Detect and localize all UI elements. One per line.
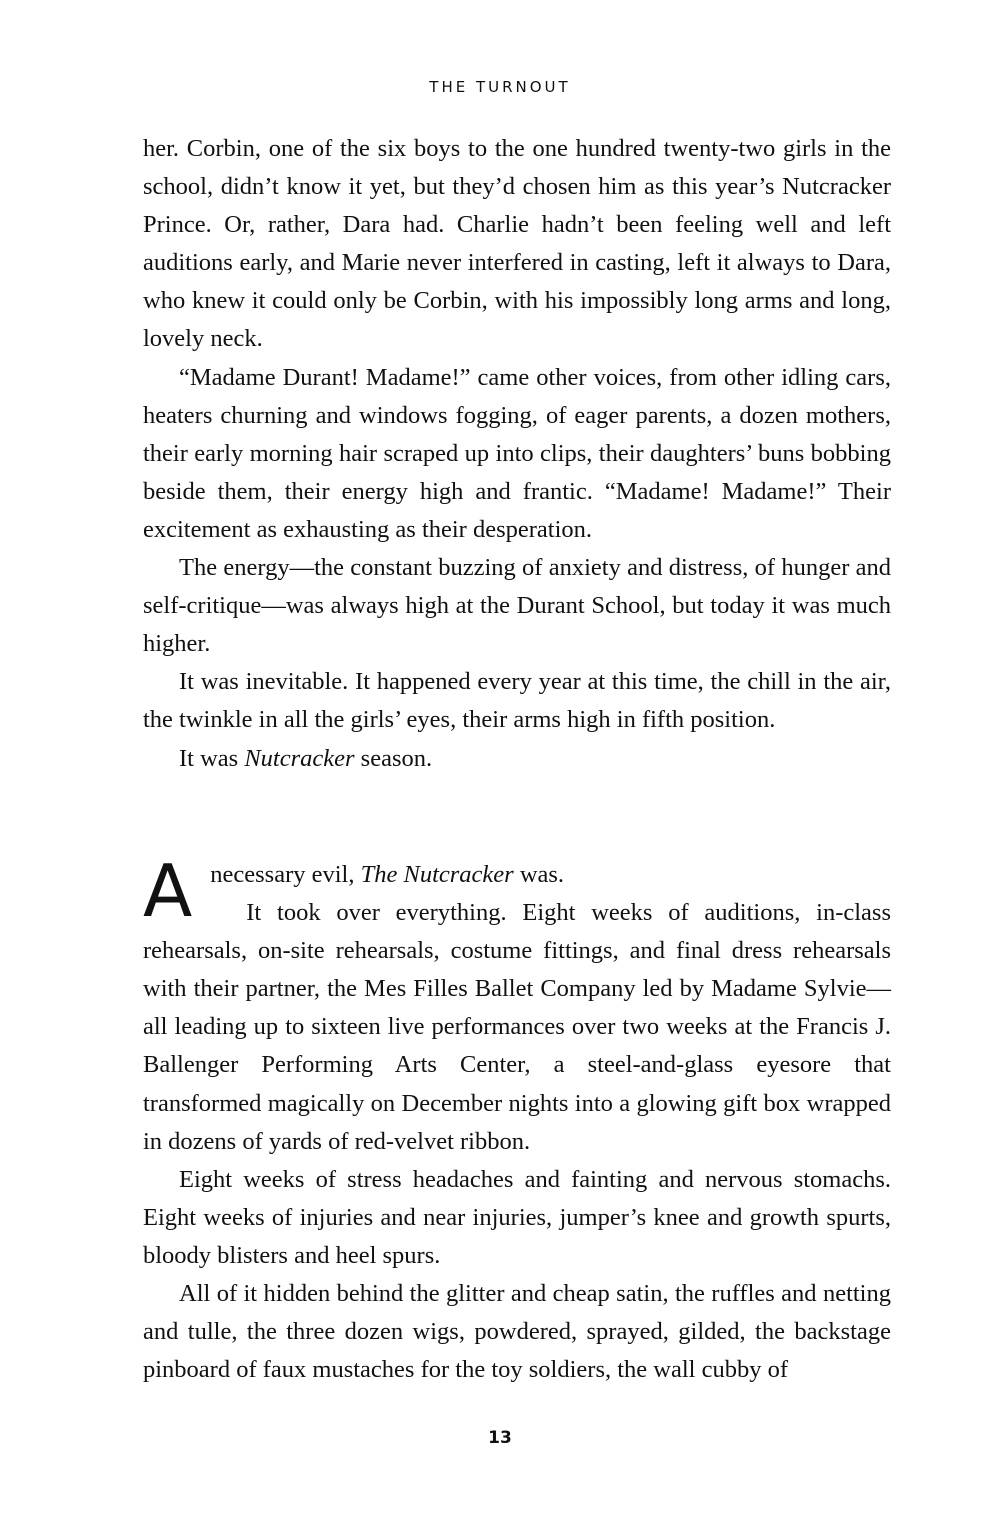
paragraph: All of it hidden behind the glitter and cheap satin, the ruffles and netting and tulle, the three dozen wigs, powdered, sprayed, gilded, the backstage pinboard of faux mustaches for the toy soldiers, the wall cubby of [143, 1280, 891, 1384]
opening-line [143, 856, 891, 894]
drop-cap-paragraph [143, 849, 891, 1161]
running-head: THE TURNOUT [429, 78, 571, 96]
text-run: It was [179, 744, 245, 772]
text-run: necessary evil, [210, 861, 361, 888]
page-number: 13 [488, 1428, 512, 1448]
paragraph: It was inevitable. It happened every year at this time, the chill in the air, the twinkle in all the girls’ eyes, their arms high in fifth position. [143, 668, 891, 734]
paragraph: The energy—the constant buzzing of anxiety and distress, of hunger and self-critique—was always high at the Durant School, but today it was much higher. [143, 554, 891, 658]
paragraph: It took over everything. Eight weeks of auditions, in-class rehearsals, on-site rehearsals, costume fittings, and final dress rehearsals with their partner, the Mes Filles Ballet Company led by Madame Sylvie—all leading up to sixteen live performances over two weeks at the Francis J. Ballenger Performing Arts Center, a steel-and-glass eyesore that transformed magically on December nights into a glowing gift box wrapped in dozens of yards of red-velvet ribbon. [143, 899, 891, 1155]
paragraph: Eight weeks of stress headaches and fainting and nervous stomachs. Eight weeks of injuries and near injuries, jumper’s knee and growth spurts, bloody blisters and heel spurs. [143, 1165, 891, 1269]
text-run: was. [513, 861, 565, 888]
paragraph-season [143, 740, 891, 778]
text-run: season. [354, 744, 433, 772]
paragraph: “Madame Durant! Madame!” came other voices, from other idling cars, heaters churning and windows fogging, of eager parents, a dozen mothers, their early morning hair scraped up into clips, their daughters’ buns bobbing beside them, their energy high and frantic. “Madame! Madame!” Their excitement as exhausting as their desperation. [143, 363, 891, 543]
section-1-text [143, 130, 891, 778]
italic-title: The Nutcracker [360, 861, 514, 888]
section-2-text [143, 849, 891, 1389]
italic-title: Nutcracker [244, 744, 355, 772]
paragraph-continued: her. Corbin, one of the six boys to the one hundred twenty-two girls in the school, didn’t know it yet, but they’d chosen him as this year’s Nutcracker Prince. Or, rather, Dara had. Charlie hadn’t been feeling well and left auditions early, and Marie never interfered in casting, left it always to Dara, who knew it could only be Corbin, with his impossibly long arms and long, lovely neck. [143, 135, 891, 353]
drop-cap: A [143, 849, 193, 933]
